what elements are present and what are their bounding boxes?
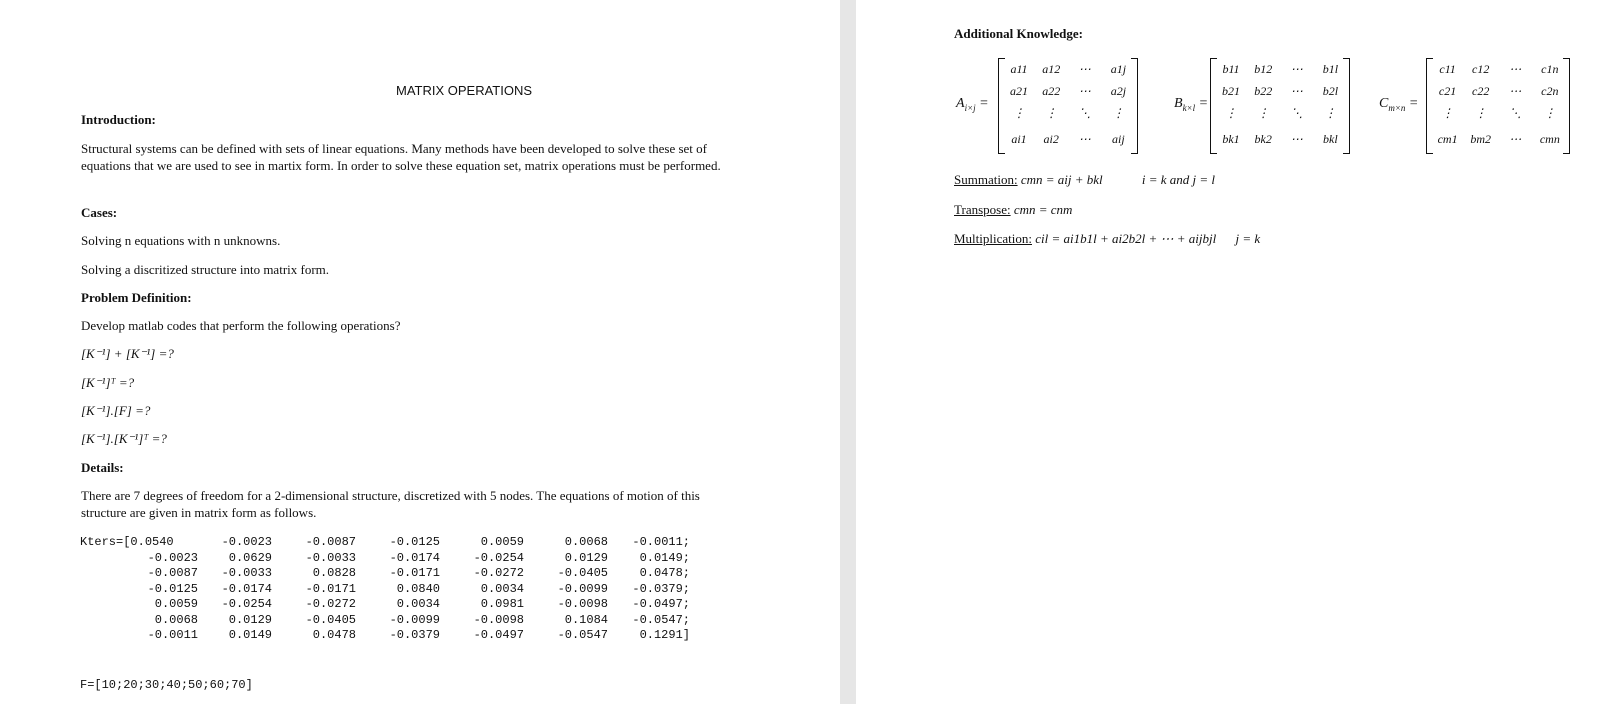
- kters-cell: -0.0011;: [632, 535, 690, 549]
- matrix-cell: ⋮: [1543, 106, 1556, 120]
- matrix-a-label: $A_{i\times j}$ =: [956, 96, 989, 113]
- kters-cell: 0.0034: [396, 597, 440, 611]
- operation-multiply-transpose: [K⁻¹].[K⁻¹]ᵀ =?: [81, 431, 167, 446]
- matrix-cell: b11: [1222, 62, 1240, 76]
- matrix-cell: ⋯: [1290, 132, 1303, 146]
- matrix-c: [1426, 58, 1570, 154]
- case-item-1: Solving n equations with n unknowns.: [81, 233, 281, 248]
- right-page: [856, 0, 1600, 704]
- kters-cell: -0.0023: [221, 535, 272, 549]
- matrix-cell: ⋱: [1509, 106, 1522, 120]
- kters-cell: 0.0629: [228, 550, 272, 565]
- matrix-cell: ⋱: [1290, 106, 1303, 120]
- summation-row: [954, 172, 1215, 188]
- matrix-cell: a2j: [1110, 84, 1127, 98]
- matrix-cell: c22: [1472, 84, 1490, 98]
- matrix-cell: ⋮: [1112, 106, 1125, 120]
- introduction-text: Structural systems can be defined with sets of linear equations. Many methods have been developed to solve these set of equations that we are used to see in martix form. In order to solve these equation set, matrix operations must be performed.: [81, 141, 721, 173]
- kters-cell: 0.1291]: [639, 628, 690, 642]
- kters-cell: 0.0059: [154, 597, 198, 611]
- matrix-cell: a11: [1010, 62, 1028, 76]
- matrix-cell: b22: [1254, 84, 1273, 98]
- multiplication-row: [954, 231, 1260, 247]
- matrix-cell: ⋯: [1078, 132, 1091, 146]
- matrix-cell: b2l: [1322, 84, 1339, 98]
- cases-heading: Cases:: [81, 205, 118, 220]
- matrix-cell: ⋱: [1078, 106, 1091, 120]
- matrix-cell: c12: [1472, 62, 1490, 76]
- kters-cell: -0.0379;: [632, 581, 690, 596]
- matrix-cell: ⋯: [1078, 62, 1091, 76]
- matrix-cell: bm2: [1470, 132, 1492, 146]
- matrix-cell: bk2: [1254, 132, 1272, 146]
- transpose-row: [954, 202, 1072, 218]
- kters-cell-value: 0.0540: [130, 535, 174, 549]
- right-bracket: [1131, 58, 1138, 154]
- matrix-c-label: $C_{m\times n}$ =: [1379, 96, 1419, 113]
- matrix-cell: a1j: [1110, 62, 1127, 76]
- kters-cell: 0.0478: [312, 628, 356, 642]
- kters-cell: 0.0840: [396, 581, 440, 596]
- f-vector: F=[10;20;30;40;50;60;70]: [80, 678, 253, 692]
- kters-cell: 0.0149;: [639, 550, 690, 565]
- operation-sum: [K⁻¹] + [K⁻¹] =?: [81, 346, 174, 361]
- kters-row: [80, 613, 690, 629]
- kters-cell: -0.0547: [557, 628, 608, 642]
- matrix-cell: ⋮: [1225, 106, 1237, 120]
- kters-cell: 0.1084: [564, 612, 608, 627]
- matrix-cell: ⋯: [1509, 62, 1522, 76]
- matrix-cell: ⋮: [1474, 106, 1487, 120]
- matrix-cell: cmn: [1539, 132, 1560, 146]
- matrix-cell: aij: [1112, 132, 1125, 146]
- matrix-cell: ⋯: [1509, 84, 1522, 98]
- problem-definition-heading: Problem Definition:: [81, 290, 192, 305]
- matrix-cell: c1n: [1541, 62, 1559, 76]
- kters-cell: -0.0174: [389, 550, 440, 565]
- matrix-cell: ⋮: [1441, 106, 1454, 120]
- kters-row: [80, 551, 690, 567]
- kters-cell: -0.0125: [147, 581, 198, 596]
- kters-row: [80, 582, 690, 598]
- multiplication-condition: j = k: [1235, 231, 1261, 246]
- additional-knowledge-heading: Additional Knowledge:: [954, 26, 1083, 41]
- kters-cell: 0.0478;: [639, 566, 690, 580]
- matrix-cell: c21: [1438, 84, 1457, 98]
- kters-cell: -0.0272: [473, 566, 524, 580]
- kters-cell: -0.0405: [305, 612, 356, 627]
- matrix-b-label: $B_{k\times l}$ =: [1174, 96, 1209, 113]
- kters-cell: 0.0828: [312, 566, 356, 580]
- matrix-cell: b21: [1222, 84, 1240, 98]
- matrix-cell: ai2: [1043, 132, 1059, 146]
- kters-cell: -0.0379: [389, 628, 440, 642]
- matrix-cell: ⋮: [1324, 106, 1337, 120]
- kters-cell: 0.0068: [564, 535, 608, 549]
- kters-cell: -0.0272: [305, 597, 356, 611]
- matrix-cell: bkl: [1323, 132, 1338, 146]
- kters-cell: -0.0098: [557, 597, 608, 611]
- matrix-cell: c11: [1439, 62, 1456, 76]
- kters-cell: -0.0254: [221, 597, 272, 611]
- matrix-cell: ⋮: [1045, 106, 1058, 120]
- matrix-cell: b1l: [1322, 62, 1339, 76]
- matrix-cell: a22: [1042, 84, 1061, 98]
- details-text: There are 7 degrees of freedom for a 2-dimensional structure, discretized with 5 nodes. The equations of motion of this structure are given in matrix form as follows.: [81, 488, 700, 520]
- kters-cell: -0.0171: [389, 566, 440, 580]
- kters-prefix: Kters=[: [80, 535, 131, 549]
- kters-cell: -0.0033: [305, 550, 356, 565]
- transpose-formula: cmn = cnm: [1013, 202, 1073, 217]
- kters-cell: 0.0059: [480, 535, 524, 549]
- matrix-a: [998, 58, 1138, 154]
- kters-cell: -0.0171: [305, 581, 356, 596]
- matrix-b: [1210, 58, 1350, 154]
- kters-cell: 0.0034: [480, 581, 524, 596]
- kters-cell: -0.0405: [557, 566, 608, 580]
- right-bracket: [1563, 58, 1570, 154]
- kters-table: [80, 535, 690, 644]
- kters-cell: -0.0497: [473, 628, 524, 642]
- kters-cell: -0.0497;: [632, 597, 690, 611]
- operation-multiply-f: [K⁻¹].[F] =?: [81, 403, 151, 418]
- matrix-cell: ⋮: [1257, 106, 1270, 120]
- kters-cell: -0.0023: [147, 550, 198, 565]
- left-bracket: [1426, 58, 1433, 154]
- page-divider: [840, 0, 856, 704]
- matrix-cell: a21: [1010, 84, 1028, 98]
- kters-cell: -0.0547;: [632, 612, 690, 627]
- matrix-cell: a12: [1042, 62, 1061, 76]
- kters-row: [80, 566, 690, 582]
- kters-cell: -0.0087: [305, 535, 356, 549]
- matrix-cell: ⋯: [1290, 62, 1303, 76]
- summation-label: Summation:: [954, 172, 1018, 187]
- matrix-cell: bk1: [1222, 132, 1240, 146]
- kters-cell: -0.0011: [147, 628, 198, 642]
- kters-row: [80, 597, 690, 613]
- kters-cell: -0.0033: [221, 566, 272, 580]
- summation-condition: i = k and j = l: [1141, 172, 1216, 187]
- multiplication-label: Multiplication:: [954, 231, 1032, 246]
- kters-cell: 0.0129: [564, 550, 608, 565]
- matrix-cell: ai1: [1011, 132, 1027, 146]
- left-bracket: [1210, 58, 1217, 154]
- left-bracket: [998, 58, 1005, 154]
- kters-cell: -0.0087: [147, 566, 198, 580]
- kters-cell: -0.0254: [473, 550, 524, 565]
- introduction-heading: Introduction:: [81, 112, 156, 127]
- details-heading: Details:: [81, 460, 124, 475]
- transpose-label: Transpose:: [954, 202, 1011, 217]
- kters-cell: -0.0098: [473, 612, 524, 627]
- kters-row: [80, 628, 690, 644]
- kters-cell: [80, 535, 198, 551]
- kters-cell: 0.0981: [480, 597, 524, 611]
- kters-cell: 0.0149: [228, 628, 272, 642]
- problem-definition-text: Develop matlab codes that perform the following operations?: [81, 318, 401, 333]
- kters-cell: -0.0125: [389, 535, 440, 549]
- kters-row: [80, 535, 690, 551]
- matrix-cell: ⋯: [1509, 132, 1522, 146]
- matrix-cell: c2n: [1541, 84, 1559, 98]
- matrix-cell: b12: [1254, 62, 1273, 76]
- kters-cell: -0.0099: [557, 581, 608, 596]
- multiplication-formula: cil = ai1b1l + ai2b2l + ⋯ + aijbjl: [1035, 231, 1217, 246]
- kters-matrix: [80, 535, 690, 644]
- matrix-cell: ⋮: [1013, 106, 1025, 120]
- case-item-2: Solving a discritized structure into matrix form.: [81, 262, 330, 277]
- matrix-cell: cm1: [1437, 132, 1458, 146]
- right-bracket: [1343, 58, 1350, 154]
- summation-formula: cmn = aij + bkl: [1020, 172, 1103, 187]
- kters-cell: -0.0174: [221, 581, 272, 596]
- kters-cell: 0.0068: [154, 612, 198, 627]
- matrix-cell: ⋯: [1078, 84, 1091, 98]
- kters-cell: -0.0099: [389, 612, 440, 627]
- matrix-cell: ⋯: [1290, 84, 1303, 98]
- operation-transpose: [K⁻¹]ᵀ =?: [81, 375, 135, 390]
- kters-cell: 0.0129: [228, 612, 272, 627]
- document-title: MATRIX OPERATIONS: [396, 83, 533, 98]
